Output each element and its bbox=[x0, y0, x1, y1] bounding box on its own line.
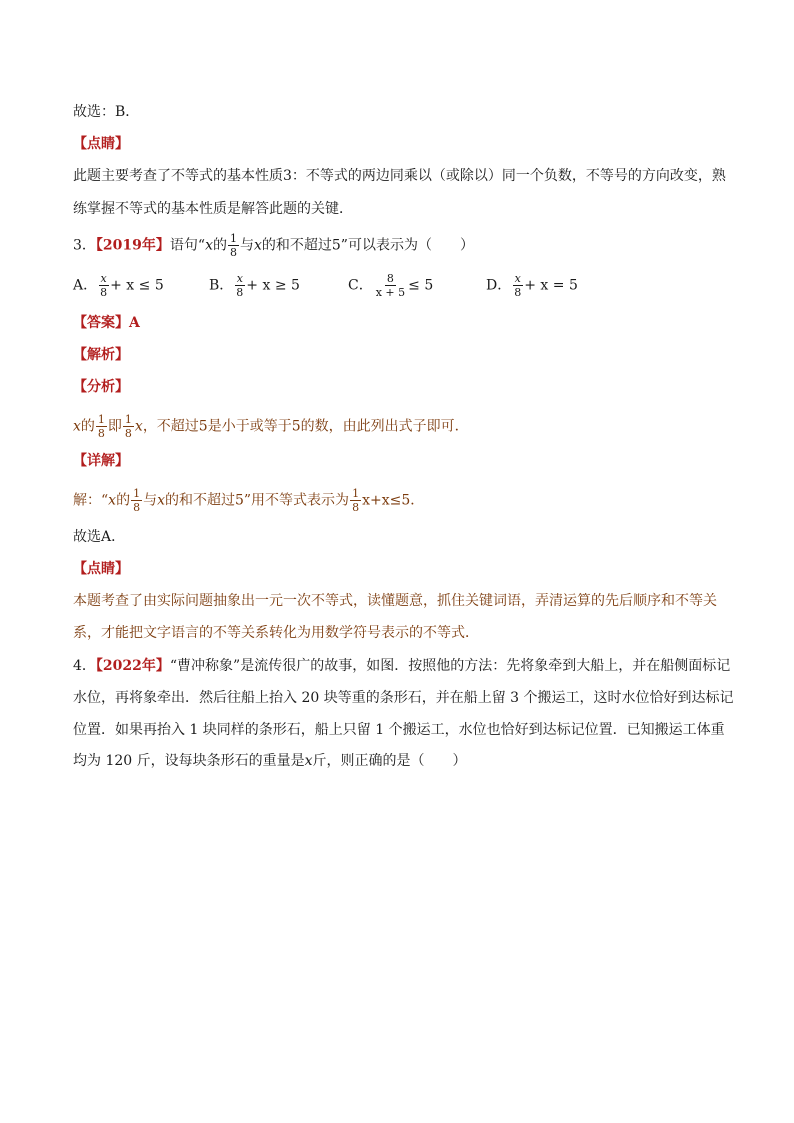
fraction-denominator: 8 bbox=[133, 501, 141, 514]
fraction-numerator: 1 bbox=[97, 413, 105, 426]
fraction-numerator: x bbox=[100, 272, 107, 285]
option-a-rest: + x ≤ 5 bbox=[110, 277, 164, 294]
analysis-de: 的 bbox=[80, 418, 95, 435]
fraction-denominator: 8 bbox=[236, 286, 244, 299]
fraction-denominator: 8 bbox=[352, 501, 360, 514]
q3-comment-line-1: 本题考查了由实际问题抽象出一元一次不等式，读懂题意，抓住关键词语，弄清运算的先后顺序和不等关 bbox=[73, 593, 717, 609]
q3-answer: 【答案】A bbox=[73, 315, 140, 331]
fraction-numerator: 1 bbox=[133, 487, 141, 500]
q3-stem-a: 语句“ bbox=[169, 237, 206, 254]
fraction-denominator: 8 bbox=[514, 286, 522, 299]
option-b-label: B． bbox=[209, 277, 234, 294]
fraction-numerator: x bbox=[514, 272, 521, 285]
q3-option-a[interactable] bbox=[73, 272, 164, 299]
fraction-numerator: 1 bbox=[229, 232, 237, 245]
analysis-ji: 即 bbox=[107, 418, 122, 435]
detail-x: x bbox=[108, 492, 117, 509]
q3-option-b[interactable] bbox=[209, 272, 300, 299]
q4-line-2: 水位，再将象牵出．然后往船上抬入 20 块等重的条形石，并在船上留 3 个搬运工，这时水位恰好到达标记 bbox=[73, 690, 734, 706]
detail-a: 解：“ bbox=[73, 492, 109, 509]
option-c-rest: ≤ 5 bbox=[408, 277, 434, 294]
q3-stem-yu: 与 bbox=[239, 237, 254, 254]
option-c-label: C． bbox=[348, 277, 373, 294]
option-d-rest: + x = 5 bbox=[524, 277, 578, 294]
q3-jiexi-tag: 【解析】 bbox=[73, 347, 129, 363]
fraction-denominator: 8 bbox=[100, 286, 108, 299]
fraction-numerator: 1 bbox=[352, 487, 360, 500]
q3-comment-line-2: 系，才能把文字语言的不等关系转化为用数学符号表示的不等式． bbox=[73, 625, 479, 641]
fraction-numerator: x bbox=[236, 272, 243, 285]
q4-line-4 bbox=[73, 751, 467, 771]
q4-year: 【2022年】 bbox=[95, 658, 170, 674]
q4-line-3: 位置．如果再抬入 1 块同样的条形石，船上只留 1 个搬运工，水位也恰好到达标记位置．已知搬运工体重 bbox=[73, 722, 725, 738]
detail-yu: 与 bbox=[143, 492, 158, 509]
q3-analysis bbox=[73, 413, 469, 440]
q3-stem-fraction bbox=[228, 232, 239, 259]
q4-line-1 bbox=[73, 656, 730, 676]
fraction-denominator: 8 bbox=[124, 427, 132, 440]
q3-xiangjie-tag: 【详解】 bbox=[73, 453, 129, 469]
detail-b: 的和不超过5”用不等式表示为 bbox=[164, 492, 350, 509]
q3-option-d[interactable] bbox=[486, 272, 578, 299]
q3-comment-tag: 【点睛】 bbox=[73, 561, 129, 577]
option-a-label: A． bbox=[73, 277, 98, 294]
q4-number: 4． bbox=[73, 658, 96, 674]
q3-stem-de: 的 bbox=[212, 237, 227, 254]
q4-line-4b: 斤，则正确的是（ ） bbox=[312, 753, 467, 769]
q3-choice: 故选A． bbox=[73, 529, 126, 545]
prev-choice: 故选：B． bbox=[73, 104, 140, 120]
detail-x2: x bbox=[157, 492, 165, 509]
fraction-numerator: 8 bbox=[386, 272, 394, 285]
detail-tail: x+x≤5． bbox=[362, 492, 425, 509]
analysis-x: x bbox=[73, 418, 81, 435]
detail-de: 的 bbox=[116, 492, 131, 509]
analysis-rest: ，不超过5是小于或等于5的数，由此列出式子即可． bbox=[142, 418, 469, 435]
q3-number: 3． bbox=[73, 237, 96, 254]
q3-option-c[interactable] bbox=[348, 272, 433, 299]
q3-detail bbox=[73, 487, 424, 514]
fraction-denominator: 8 bbox=[229, 246, 237, 259]
q3-fenxi-tag: 【分析】 bbox=[73, 379, 129, 395]
prev-comment-line-1: 此题主要考查了不等式的基本性质3：不等式的两边同乘以（或除以）同一个负数，不等号的方向改变，熟 bbox=[73, 168, 726, 184]
option-d-label: D． bbox=[486, 277, 512, 294]
option-b-rest: + x ≥ 5 bbox=[246, 277, 300, 294]
fraction-numerator: 1 bbox=[124, 413, 132, 426]
q3-stem-x2: x bbox=[253, 237, 262, 254]
q4-line-4a: 均为 120 斤，设每块条形石的重量是 bbox=[73, 753, 305, 769]
q3-year: 【2019年】 bbox=[95, 237, 170, 254]
prev-comment-tag: 【点睛】 bbox=[73, 136, 129, 152]
analysis-x2: x bbox=[134, 418, 143, 435]
q3-options bbox=[0, 272, 794, 299]
fraction-denominator: x + 5 bbox=[375, 286, 406, 299]
q3-stem-x: x bbox=[205, 237, 213, 254]
q3-stem-b: 的和不超过5”可以表示为（ ） bbox=[261, 237, 474, 254]
q4-line-1-text: “曹冲称象”是流传很广的故事，如图．按照他的方法：先将象牵到大船上，并在船侧面标记 bbox=[169, 658, 731, 674]
prev-comment-line-2: 练掌握不等式的基本性质是解答此题的关键． bbox=[73, 201, 353, 217]
fraction-denominator: 8 bbox=[97, 427, 105, 440]
q3-stem bbox=[73, 232, 474, 259]
q4-x: x bbox=[304, 753, 313, 769]
